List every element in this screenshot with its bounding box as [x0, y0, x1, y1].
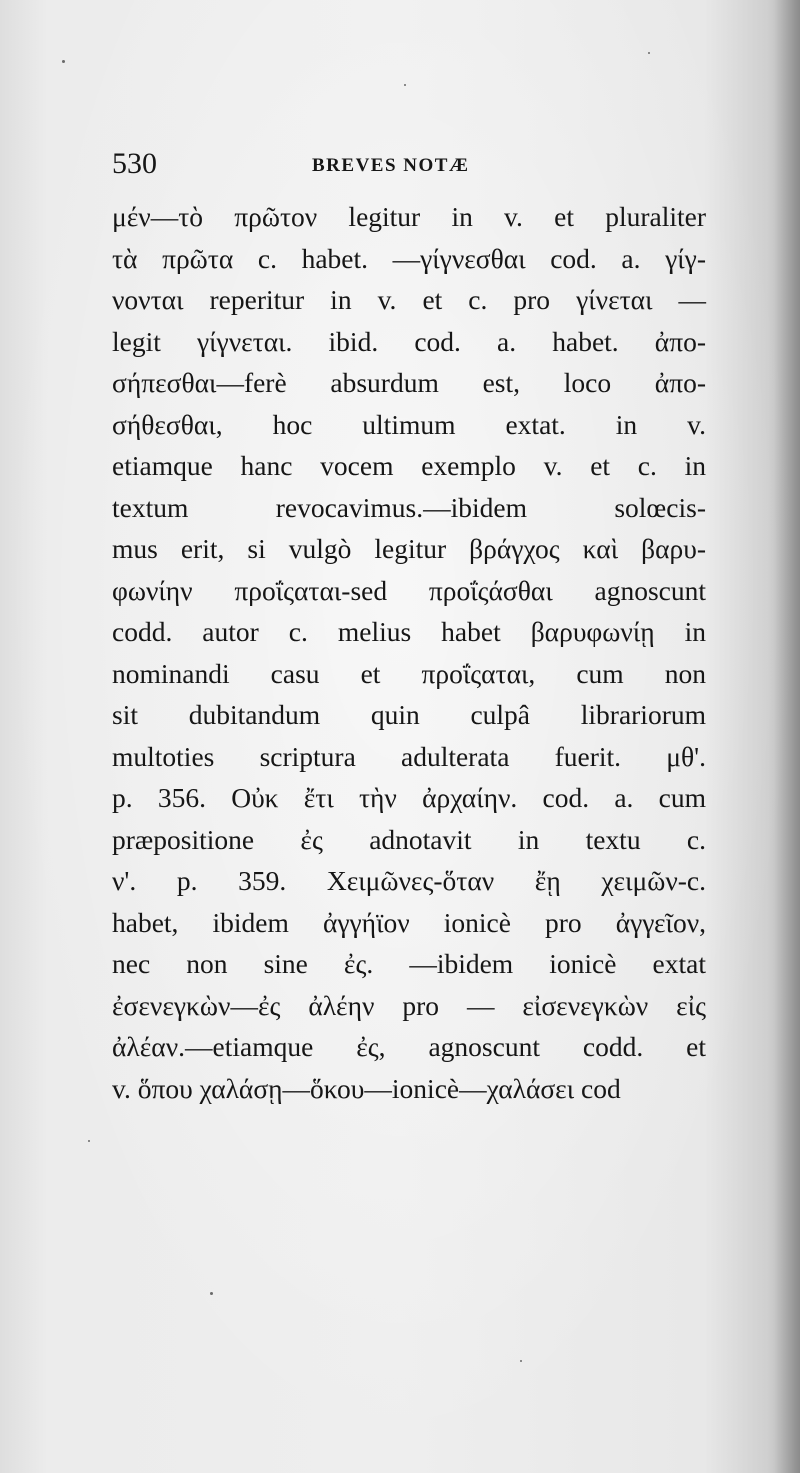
text-line: etiamque hanc vocem exemplo v. et c. in	[112, 450, 706, 481]
page-header	[112, 142, 712, 186]
text-line: sit dubitandum quin culpâ librariorum	[112, 699, 706, 730]
text-line: τὰ πρῶτα c. habet. —γίγνεσθαι cod. a. γίγ-	[112, 242, 706, 274]
paper-speck	[210, 1292, 213, 1295]
text-line: habet, ibidem ἀγγήϊον ionicè pro ἀγγεῖον,	[112, 906, 706, 938]
paper-speck	[404, 84, 406, 86]
page-number: 530	[112, 147, 157, 180]
text-line: nec non sine ἐς. —ibidem ionicè extat	[112, 948, 706, 979]
text-line: ἐσενεγκὼν—ἐς ἀλέην pro — εἰσενεγκὼν εἰς	[112, 989, 706, 1021]
paper-speck	[88, 1140, 90, 1142]
text-line: legit γίγνεται. ibid. cod. a. habet. ἀπο-	[112, 325, 706, 357]
body-text	[112, 196, 706, 1109]
text-line: ἀλέαν.—etiamque ἐς, agnoscunt codd. et	[112, 1031, 706, 1062]
text-line: νονται reperitur in v. et c. pro γίνεται —	[112, 284, 706, 315]
text-line: multoties scriptura adulterata fuerit. μθ'.	[112, 740, 706, 772]
running-head: BREVES NOTÆ	[312, 155, 470, 176]
text-line: v. ὅπου χαλάσῃ—ὅκου—ionicè—χαλάσει cod	[112, 1072, 621, 1104]
text-line: præpositione ἐς adnotavit in textu c.	[112, 823, 706, 855]
text-line: μέν—τὸ πρῶτον legitur in v. et pluraliter	[112, 201, 706, 232]
text-line: ν'. p. 359. Χειμῶνες-ὅταν ἔῃ χειμῶν-c.	[112, 865, 706, 896]
text-line: codd. autor c. melius habet βαρυφωνίῃ in	[112, 616, 706, 647]
paper-speck	[520, 1360, 522, 1362]
text-line: σήπεσθαι—ferè absurdum est, loco ἀπο-	[112, 367, 706, 398]
text-line: textum revocavimus.—ibidem solœcis-	[112, 491, 706, 523]
text-line: σήθεσθαι, hoc ultimum extat. in v.	[112, 408, 706, 440]
text-line: nominandi casu et προΐςαται, cum non	[112, 657, 706, 689]
paper-speck	[648, 52, 650, 54]
page-edge-shadow	[774, 0, 800, 1473]
text-line: mus erit, si vulgò legitur βράγχος καὶ βαρυ-	[112, 533, 706, 564]
paper-speck	[62, 60, 65, 63]
text-line: p. 356. Οὐκ ἔτι τὴν ἀρχαίην. cod. a. cum	[112, 782, 706, 813]
text-line: φωνίην προΐςαται-sed προΐςάσθαι agnoscunt	[112, 574, 706, 606]
